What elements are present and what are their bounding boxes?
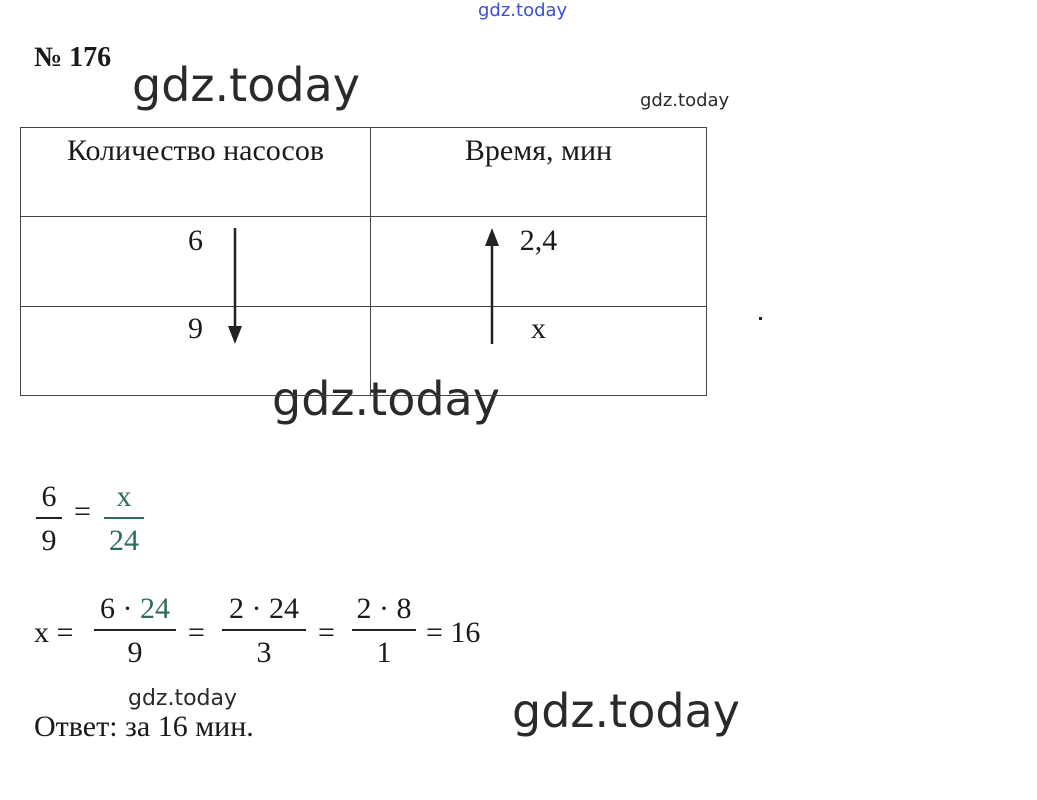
fraction-x-24 xyxy=(104,482,144,556)
watermark-main: gdz.today xyxy=(132,58,360,112)
fraction-bar xyxy=(104,517,144,519)
equals-sign: = xyxy=(74,495,91,528)
numerator: 2 · 8 xyxy=(356,592,412,625)
cell-time-2: x xyxy=(371,307,707,396)
watermark-mid: gdz.today xyxy=(272,372,500,426)
denominator: 3 xyxy=(256,635,272,669)
watermark-bottom-small: gdz.today xyxy=(128,686,238,711)
result-value: = 16 xyxy=(426,616,481,649)
fraction-bar xyxy=(222,629,306,631)
fraction-bar xyxy=(352,629,416,631)
denominator: 1 xyxy=(376,635,392,669)
answer-text: Ответ: за 16 мин. xyxy=(34,710,254,743)
arrow-down-icon xyxy=(225,228,245,348)
equals-sign: = xyxy=(318,616,335,649)
header-time: Время, мин xyxy=(371,128,707,217)
denominator: 9 xyxy=(41,523,57,557)
fraction-6x24-9 xyxy=(94,594,176,668)
numerator: 6 xyxy=(41,480,57,513)
cell-time-1: 2,4 xyxy=(371,217,707,307)
table-row xyxy=(21,307,707,396)
numerator: 6 · 24 xyxy=(100,592,170,625)
stray-dot xyxy=(759,317,762,320)
denominator: 9 xyxy=(127,635,143,669)
denominator: 24 xyxy=(109,523,139,557)
header-pumps: Количество насосов xyxy=(21,128,371,217)
numerator: x xyxy=(116,480,132,513)
table-header-row xyxy=(21,128,707,217)
watermark-small-right: gdz.today xyxy=(640,90,730,111)
fraction-bar xyxy=(94,629,176,631)
fraction-bar xyxy=(36,517,62,519)
cell-pumps-2: 9 xyxy=(21,307,371,396)
cell-pumps-1: 6 xyxy=(21,217,371,307)
equals-sign: = xyxy=(188,616,205,649)
table-row xyxy=(21,217,707,307)
proportion-table xyxy=(20,127,707,396)
fraction-2x8-1 xyxy=(352,594,416,668)
fraction-6-9 xyxy=(36,482,62,556)
problem-number: № 176 xyxy=(34,42,112,73)
watermark-bottom-large: gdz.today xyxy=(512,684,740,738)
arrow-up-icon xyxy=(482,228,502,346)
watermark-top: gdz.today xyxy=(478,0,568,21)
fraction-2x24-3 xyxy=(222,594,306,668)
x-equals: x = xyxy=(34,616,74,649)
numerator: 2 · 24 xyxy=(229,592,299,625)
